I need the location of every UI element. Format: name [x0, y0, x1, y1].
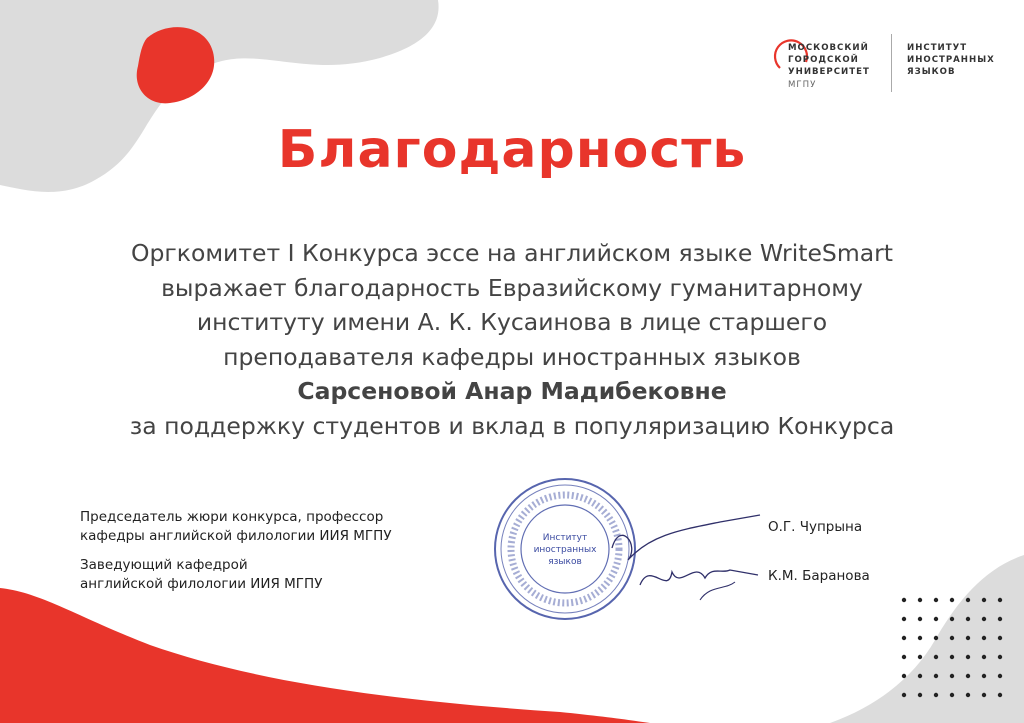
logo-institute-line: ИНСТИТУТ — [907, 43, 968, 53]
decorative-dot — [982, 617, 986, 621]
body-line: институту имени А. К. Кусаинова в лице старшего — [196, 308, 828, 336]
decorative-dot — [918, 598, 922, 602]
logo-university-line: УНИВЕРСИТЕТ — [788, 67, 870, 78]
body-line: выражает благодарность Евразийскому гуманитарному — [161, 273, 863, 302]
decorative-dot — [982, 674, 986, 678]
body-line: Оргкомитет I Конкурса эссе на английском языке WriteSmart — [131, 239, 893, 267]
decorative-dot — [982, 598, 986, 602]
decorative-dot — [902, 674, 906, 678]
signatory-role-line: английской филологии ИИЯ МГПУ — [80, 576, 323, 592]
decorative-dot — [982, 636, 986, 640]
decorative-dot — [982, 655, 986, 659]
decorative-dot — [902, 636, 906, 640]
decorative-dot — [998, 598, 1002, 602]
decorative-dot — [966, 674, 970, 678]
signatory-name-baranova: К.М. Баранова — [768, 568, 870, 584]
decorative-dot — [950, 617, 954, 621]
logo-institute-line: ИНОСТРАННЫХ — [907, 55, 995, 66]
decorative-dot — [966, 598, 970, 602]
decorative-dot — [950, 598, 954, 602]
decorative-dot — [966, 655, 970, 659]
decorative-dot — [998, 674, 1002, 678]
decorative-dot — [950, 655, 954, 659]
decorative-dot — [918, 655, 922, 659]
decorative-dot — [966, 636, 970, 640]
decorative-dot — [950, 674, 954, 678]
stamp-center-line: иностранных — [533, 545, 597, 555]
decorative-dot — [902, 617, 906, 621]
decorative-dot — [966, 693, 970, 697]
decorative-dot — [934, 655, 938, 659]
stamp-center-line: языков — [548, 557, 582, 567]
signatory-role-line: Председатель жюри конкурса, профессор — [80, 509, 384, 525]
decorative-dot — [998, 617, 1002, 621]
logo-institute-line: ЯЗЫКОВ — [907, 67, 956, 78]
decorative-dot — [934, 636, 938, 640]
decorative-dot-grid — [900, 596, 1020, 716]
decorative-dot — [918, 617, 922, 621]
decorative-dot — [918, 693, 922, 697]
recipient-name: Сарсеновой Анар Мадибековне — [297, 377, 727, 405]
decorative-dot — [902, 693, 906, 697]
decorative-dot — [902, 598, 906, 602]
decorative-dot — [966, 617, 970, 621]
body-line: за поддержку студентов и вклад в популяризацию Конкурса — [129, 411, 895, 440]
signatory-role-line: кафедры английской филологии ИИЯ МГПУ — [80, 528, 392, 544]
signature-chupryna — [612, 515, 760, 560]
signature-baranova — [640, 570, 758, 585]
decorative-dot — [982, 693, 986, 697]
decorative-dot — [934, 617, 938, 621]
decorative-dot — [934, 598, 938, 602]
signatory-name-chupryna: О.Г. Чупрына — [768, 519, 863, 535]
decorative-dot — [934, 674, 938, 678]
decorative-dot — [950, 636, 954, 640]
decorative-dot — [918, 674, 922, 678]
decorative-dot — [998, 636, 1002, 640]
logo-university-short: МГПУ — [788, 79, 817, 90]
decorative-dot — [998, 693, 1002, 697]
stamp-center-line: Институт — [542, 533, 588, 543]
logo-university-line: МОСКОВСКИЙ — [788, 43, 869, 53]
decorative-dot — [934, 693, 938, 697]
signatory-role-line: Заведующий кафедрой — [80, 557, 248, 573]
decorative-dot — [998, 655, 1002, 659]
decorative-dot — [918, 636, 922, 640]
body-line: преподавателя кафедры иностранных языков — [223, 342, 801, 371]
signature-baranova-tail — [700, 582, 735, 600]
decorative-dot — [902, 655, 906, 659]
certificate-title: Благодарность — [277, 120, 747, 180]
decorative-dot — [950, 693, 954, 697]
logo-university-line: ГОРОДСКОЙ — [788, 55, 859, 66]
